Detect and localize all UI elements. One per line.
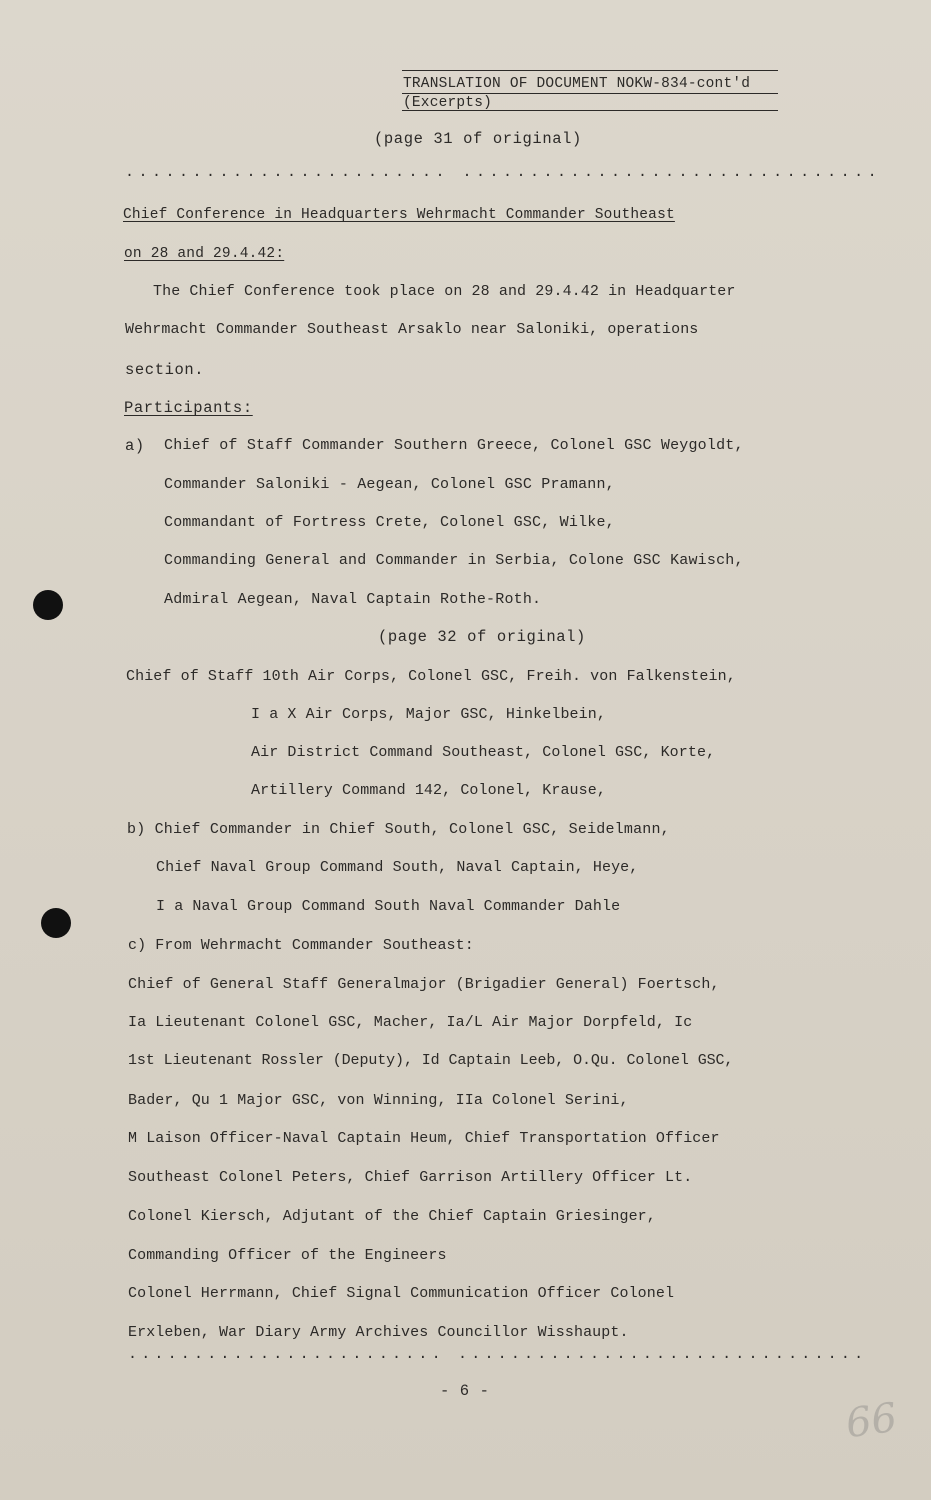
punch-hole-bottom <box>41 908 71 938</box>
section-c-line-7: Southeast Colonel Peters, Chief Garrison Artillery Officer Lt. <box>128 1169 693 1186</box>
section-a-marker: a) <box>125 437 145 455</box>
conference-title-line-1: Chief Conference in Headquarters Wehrmacht Commander Southeast <box>123 207 675 223</box>
section-a-line-1: Chief of Staff Commander Southern Greece, Colonel GSC Weygoldt, <box>164 437 744 454</box>
section-c-line-9: Commanding Officer of the Engineers <box>128 1247 447 1264</box>
header-line-2: (Excerpts) <box>403 95 493 111</box>
section-b-line-1: b) Chief Commander in Chief South, Colonel GSC, Seidelmann, <box>127 821 670 838</box>
section-c-line-8: Colonel Kiersch, Adjutant of the Chief Captain Griesinger, <box>128 1208 656 1225</box>
header-line-1: TRANSLATION OF DOCUMENT NOKW-834-cont'd <box>403 76 751 92</box>
section-a-line-5: Admiral Aegean, Naval Captain Rothe-Roth. <box>164 591 542 608</box>
air-corps-line-1: Chief of Staff 10th Air Corps, Colonel GSC, Freih. von Falkenstein, <box>126 668 736 685</box>
section-c-line-4: 1st Lieutenant Rossler (Deputy), Id Captain Leeb, O.Qu. Colonel GSC, <box>128 1052 734 1069</box>
section-c-line-11: Erxleben, War Diary Army Archives Councillor Wisshaupt. <box>128 1324 629 1341</box>
section-c-line-10: Colonel Herrmann, Chief Signal Communication Officer Colonel <box>128 1285 675 1302</box>
separator-dots-bottom: ........................ ............................... <box>128 1346 868 1363</box>
intro-line-3: section. <box>125 361 205 379</box>
air-corps-line-2: I a X Air Corps, Major GSC, Hinkelbein, <box>251 706 606 723</box>
section-c-line-2: Chief of General Staff Generalmajor (Brigadier General) Foertsch, <box>128 976 720 993</box>
section-c-line-6: M Laison Officer-Naval Captain Heum, Chief Transportation Officer <box>128 1130 720 1147</box>
section-b-line-2: Chief Naval Group Command South, Naval Captain, Heye, <box>156 859 639 876</box>
section-c-line-5: Bader, Qu 1 Major GSC, von Winning, IIa Colonel Serini, <box>128 1092 629 1109</box>
intro-line-1: The Chief Conference took place on 28 and 29.4.42 in Headquarter <box>153 283 736 300</box>
section-a-line-2: Commander Saloniki - Aegean, Colonel GSC Pramann, <box>164 476 615 493</box>
handwritten-page-number: 66 <box>843 1394 900 1448</box>
page-number: - 6 - <box>440 1382 490 1400</box>
section-c-line-1: c) From Wehrmacht Commander Southeast: <box>128 937 474 954</box>
section-a-line-3: Commandant of Fortress Crete, Colonel GSC, Wilke, <box>164 514 615 531</box>
page-reference-32: (page 32 of original) <box>378 628 586 646</box>
air-corps-line-4: Artillery Command 142, Colonel, Krause, <box>251 782 606 799</box>
punch-hole-top <box>33 590 63 620</box>
intro-line-2: Wehrmacht Commander Southeast Arsaklo near Saloniki, operations <box>125 321 699 338</box>
conference-title-line-2: on 28 and 29.4.42: <box>124 246 285 262</box>
header-top-rule <box>402 70 778 71</box>
header-bottom-rule <box>402 110 778 111</box>
section-b-line-3: I a Naval Group Command South Naval Commander Dahle <box>156 898 621 915</box>
separator-dots-top: ........................ ............................... <box>125 164 882 181</box>
section-a-line-4: Commanding General and Commander in Serbia, Colone GSC Kawisch, <box>164 552 744 569</box>
air-corps-line-3: Air District Command Southeast, Colonel GSC, Korte, <box>251 744 716 761</box>
section-c-line-3: Ia Lieutenant Colonel GSC, Macher, Ia/L Air Major Dorpfeld, Ic <box>128 1014 693 1031</box>
participants-heading: Participants: <box>124 399 253 417</box>
page-reference-31: (page 31 of original) <box>374 130 582 148</box>
